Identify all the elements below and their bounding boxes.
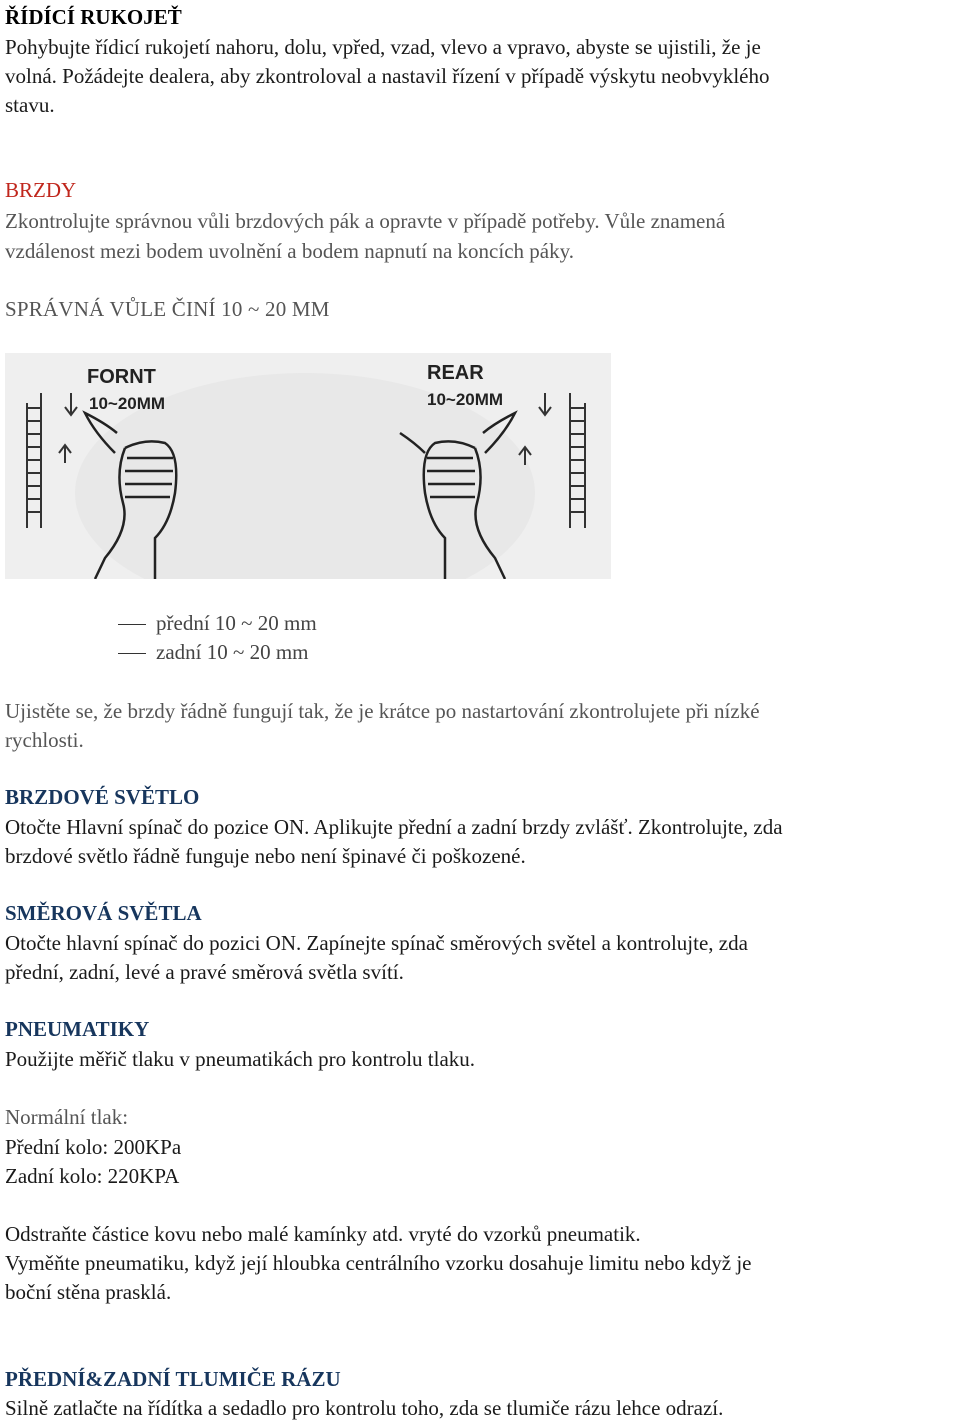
brakes-note-line-2: rychlosti. bbox=[5, 728, 84, 752]
brake-light-line-2: brzdové světlo řádně funguje nebo není špinavé či poškozené. bbox=[5, 844, 526, 868]
heading-brakes: BRZDY bbox=[5, 178, 77, 202]
rear-range-label: 10~20MM bbox=[427, 390, 504, 409]
brake-lever-illustration bbox=[5, 353, 611, 579]
bullet-rear: zadní 10 ~ 20 mm bbox=[156, 640, 309, 664]
heading-steering: ŘÍDÍCÍ RUKOJEŤ bbox=[5, 5, 182, 29]
steering-text-line-2: volná. Požádejte dealera, aby zkontroloval a nastavil řízení v případě výskytu neobvyklého bbox=[5, 64, 770, 88]
front-title-label: FORNT bbox=[87, 366, 156, 388]
brakes-text-line-1: Zkontrolujte správnou vůli brzdových pák a opravte v případě potřeby. Vůle znamená bbox=[5, 209, 726, 233]
shocks-text-line: Silně zatlačte na řídítka a sedadlo pro kontrolu toho, zda se tlumiče rázu lehce odrazí. bbox=[5, 1396, 724, 1420]
rear-pressure: Zadní kolo: 220KPA bbox=[5, 1164, 180, 1188]
turn-signals-line-1: Otočte hlavní spínač do pozici ON. Zapínejte spínač směrových světel a kontrolujte, zda bbox=[5, 931, 748, 955]
tires-text-line: Použijte měřič tlaku v pneumatikách pro kontrolu tlaku. bbox=[5, 1047, 476, 1071]
brake-light-line-1: Otočte Hlavní spínač do pozice ON. Aplikujte přední a zadní brzdy zvlášť. Zkontrolujte, zda bbox=[5, 815, 783, 839]
heading-shocks: PŘEDNÍ&ZADNÍ TLUMIČE RÁZU bbox=[5, 1367, 341, 1391]
heading-turn-signals: SMĚROVÁ SVĚTLA bbox=[5, 901, 202, 925]
bullet-front: přední 10 ~ 20 mm bbox=[156, 611, 317, 635]
bullet-dash-2 bbox=[118, 653, 146, 654]
front-pressure: Přední kolo: 200KPa bbox=[5, 1135, 182, 1159]
brakes-text-line-2: vzdálenost mezi bodem uvolnění a bodem napnutí na koncích páky. bbox=[5, 239, 574, 263]
brake-play-spec: SPRÁVNÁ VŮLE ČINÍ 10 ~ 20 MM bbox=[5, 297, 330, 321]
steering-text-line-1: Pohybujte řídicí rukojetí nahoru, dolu, vpřed, vzad, vlevo a vpravo, abyste se ujistili, že je bbox=[5, 35, 761, 59]
pressure-label: Normální tlak: bbox=[5, 1105, 129, 1129]
tires-maintenance-line-1: Odstraňte částice kovu nebo malé kamínky atd. vryté do vzorků pneumatik. bbox=[5, 1222, 641, 1246]
tires-maintenance-line-3: boční stěna prasklá. bbox=[5, 1280, 172, 1304]
turn-signals-line-2: přední, zadní, levé a pravé směrová světla svítí. bbox=[5, 960, 404, 984]
rear-title-label: REAR bbox=[427, 362, 484, 384]
heading-brake-light: BRZDOVÉ SVĚTLO bbox=[5, 785, 200, 809]
bullet-dash-1 bbox=[118, 624, 146, 625]
tires-maintenance-line-2: Vyměňte pneumatiku, když její hloubka centrálního vzorku dosahuje limitu nebo když je bbox=[5, 1251, 752, 1275]
steering-text-line-3: stavu. bbox=[5, 93, 55, 117]
heading-tires: PNEUMATIKY bbox=[5, 1017, 150, 1041]
brake-lever-figure bbox=[5, 353, 611, 579]
brakes-note-line-1: Ujistěte se, že brzdy řádně fungují tak, že je krátce po nastartování zkontrolujete při nízké bbox=[5, 699, 760, 723]
front-range-label: 10~20MM bbox=[89, 394, 166, 413]
